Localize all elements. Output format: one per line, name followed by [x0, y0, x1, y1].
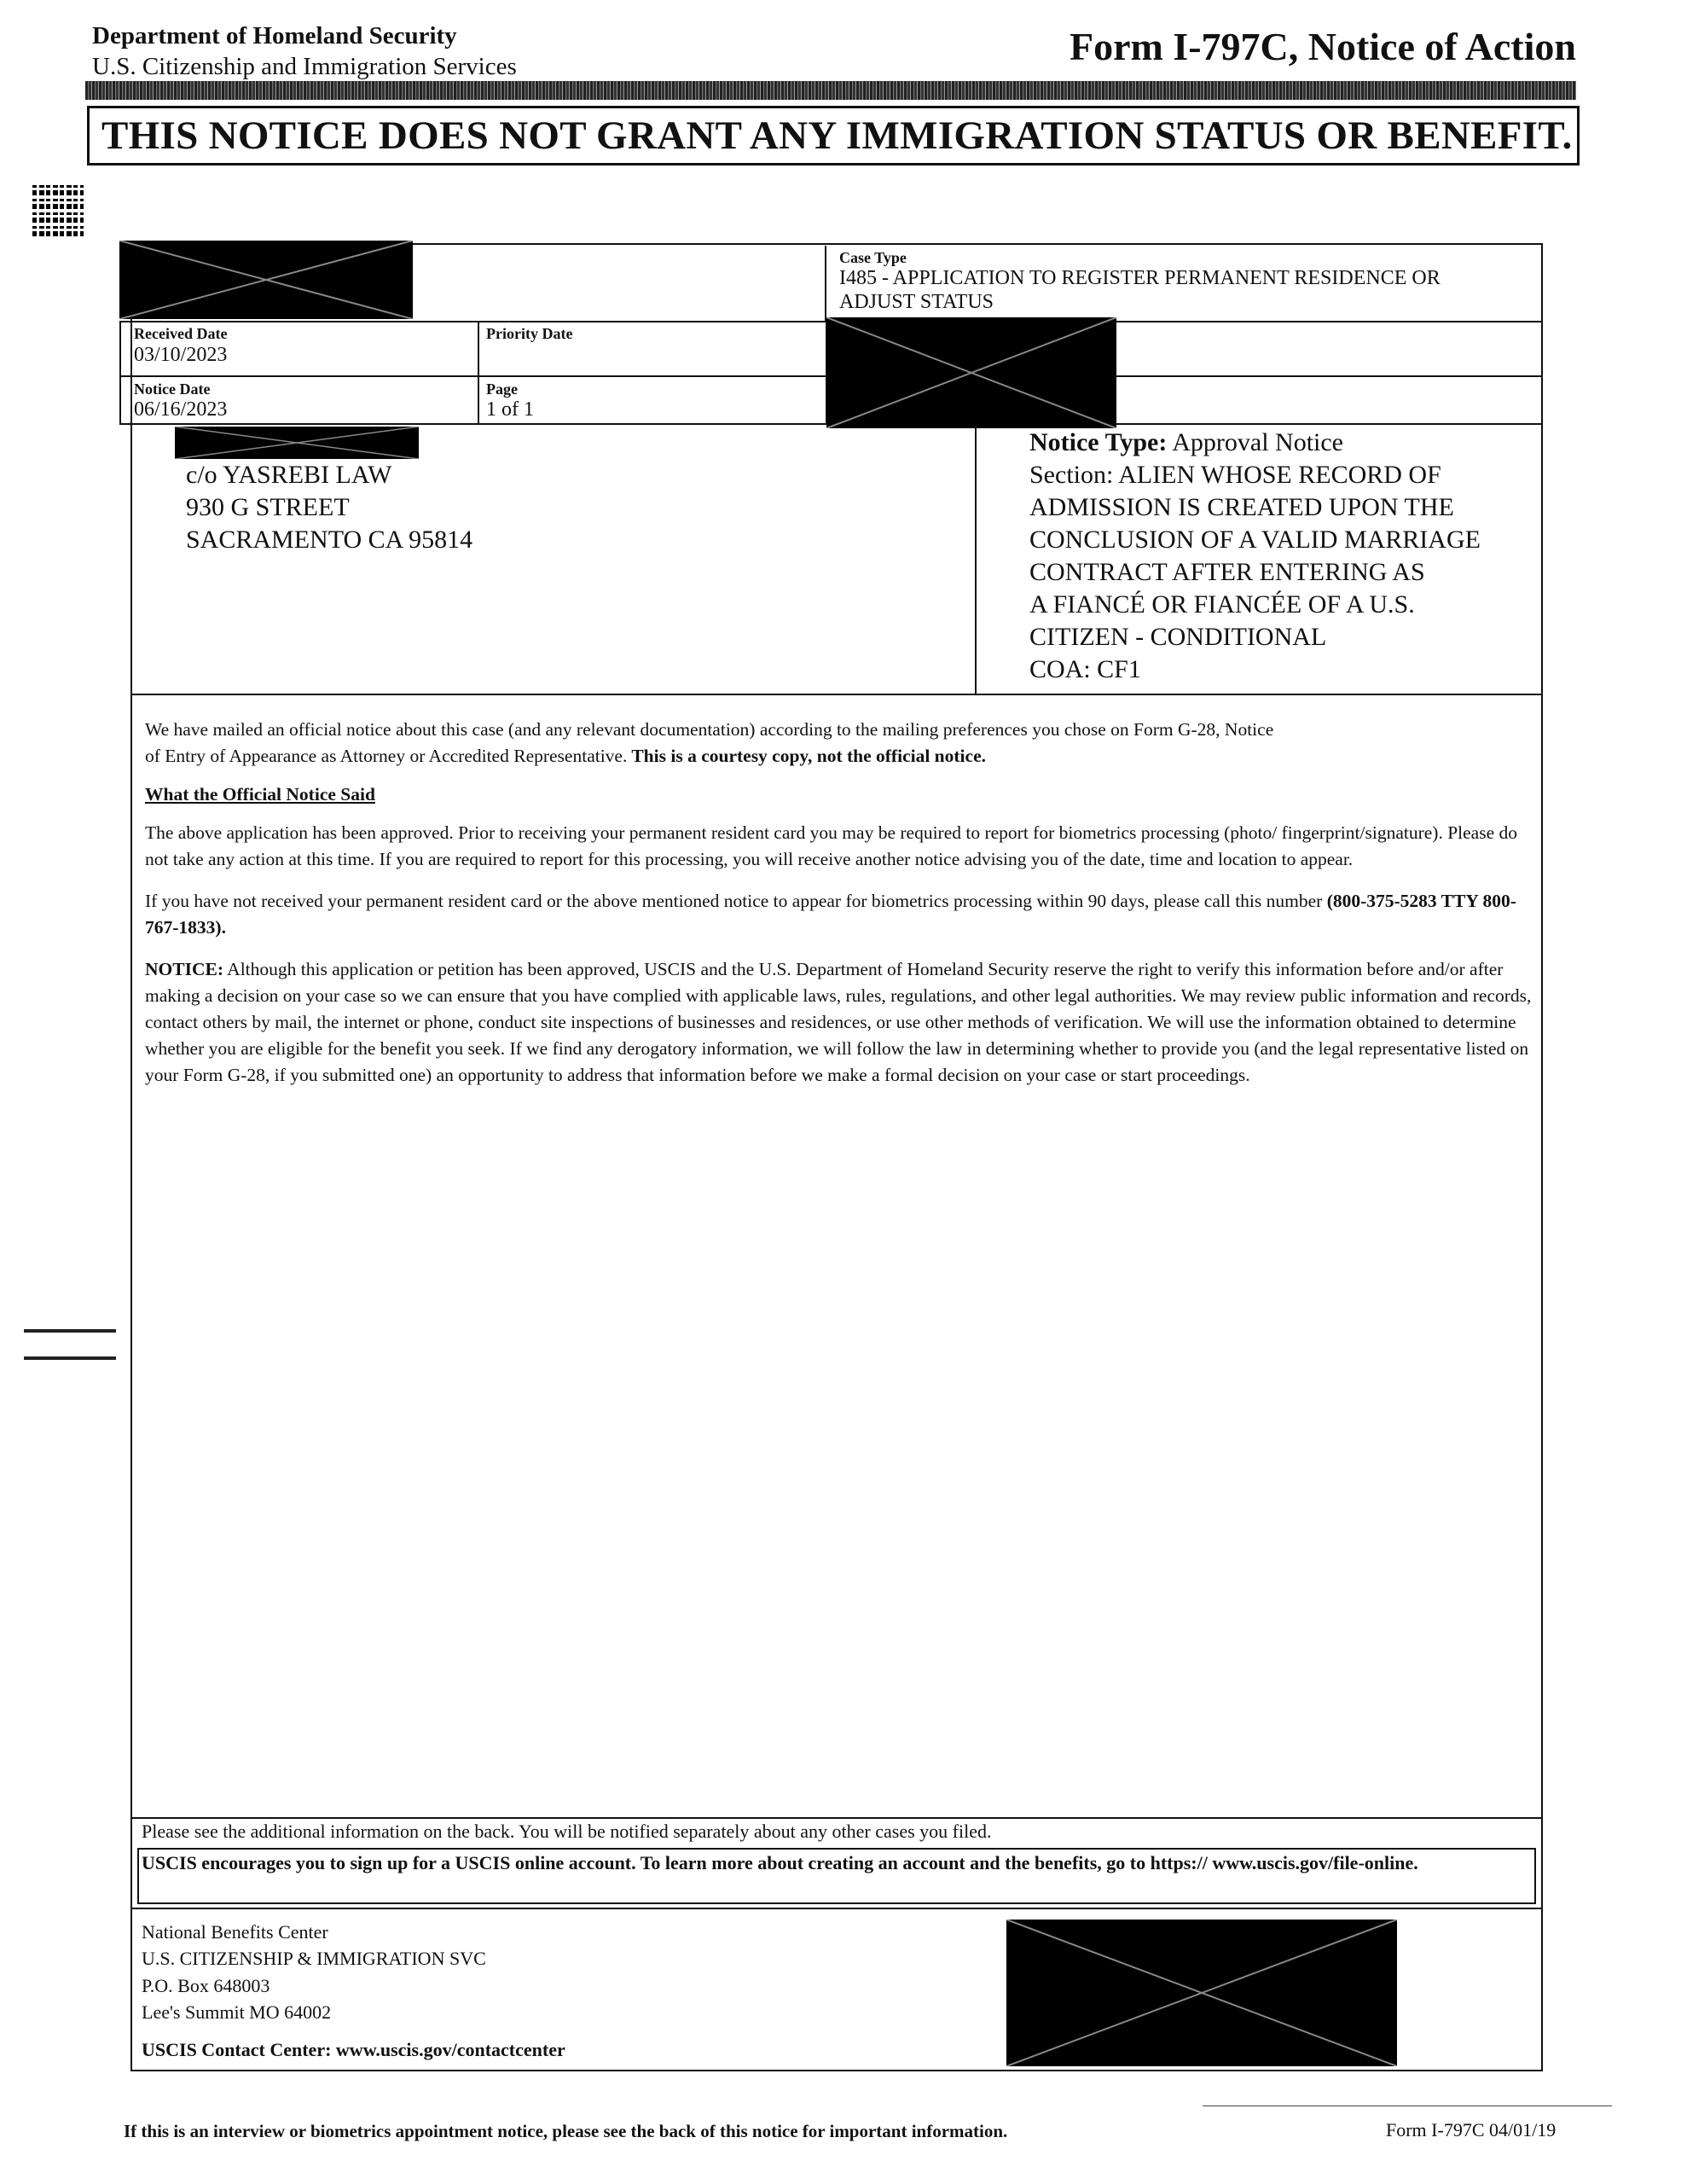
- notice-label: NOTICE:: [145, 959, 223, 979]
- section-line-1: Section: ALIEN WHOSE RECORD OF: [1029, 461, 1441, 489]
- notice-type-value: Approval Notice: [1172, 428, 1343, 456]
- margin-mark: [24, 1356, 116, 1360]
- col-divider: [975, 425, 977, 694]
- intro-line2: of Entry of Appearance as Attorney or Accredited Representative.: [145, 746, 628, 766]
- redacted-recipient-name: [175, 427, 419, 459]
- page-label: Page: [486, 380, 518, 398]
- case-type-line2: ADJUST STATUS: [839, 291, 994, 313]
- contact-center: USCIS Contact Center: www.uscis.gov/contactcenter: [142, 2039, 565, 2060]
- col-divider: [119, 321, 121, 425]
- section-line-7: COA: CF1: [1029, 655, 1141, 683]
- address-line3: SACRAMENTO CA 95814: [186, 526, 473, 554]
- intro-line1: We have mailed an official notice about this case (and any relevant documentation) according to the mailing preferences you chose on Form G-28, Notice: [145, 719, 1274, 740]
- approval-paragraph: The above application has been approved. Prior to receiving your permanent resident card you may be required to report for biometrics processing (photo/ fingerprint/signature). Please do not take any action at this time. If you are required to report for this processing, you will receive another notice advising you of the date, time and location to appear.: [145, 822, 1517, 869]
- form-id: Form I-797C 04/01/19: [1386, 2119, 1557, 2140]
- page-value: 1 of 1: [486, 398, 534, 421]
- row-divider: [130, 1908, 1543, 1909]
- agency-name: Department of Homeland Security: [92, 22, 457, 49]
- barcode-icon: [32, 183, 84, 236]
- redacted-receipt-number: [119, 241, 413, 319]
- form-title: Form I-797C, Notice of Action: [1069, 25, 1576, 68]
- online-account-notice: USCIS encourages you to sign up for a USCIS online account. To learn more about creating an account and the benefits, go to https:// www.uscis.gov/file-online.: [142, 1852, 1418, 1873]
- section-line-5: A FIANCÉ OR FIANCÉE OF A U.S.: [1029, 590, 1415, 619]
- case-type-line1: I485 - APPLICATION TO REGISTER PERMANENT RESIDENCE OR: [839, 267, 1441, 289]
- section-heading: What the Official Notice Said: [145, 784, 375, 804]
- address-line2: 930 G STREET: [186, 493, 350, 521]
- section-line-6: CITIZEN - CONDITIONAL: [1029, 623, 1327, 651]
- redacted-applicant-number: [826, 317, 1116, 428]
- notice-date-label: Notice Date: [134, 380, 211, 398]
- notice-date: 06/16/2023: [134, 398, 228, 421]
- additional-info: Please see the additional information on the back. You will be notified separately about any other cases you filed.: [142, 1821, 992, 1842]
- section-line-3: CONCLUSION OF A VALID MARRIAGE: [1029, 526, 1481, 554]
- row-divider: [130, 694, 1543, 695]
- courtesy-copy-note: This is a courtesy copy, not the official notice.: [627, 746, 986, 766]
- intro-paragraph: [145, 717, 1535, 770]
- col-divider: [478, 321, 479, 425]
- return-address-line3: P.O. Box 648003: [142, 1975, 270, 1996]
- notice-body: [145, 717, 1535, 1101]
- address-line1: c/o YASREBI LAW: [186, 461, 392, 489]
- return-address-line2: U.S. CITIZENSHIP & IMMIGRATION SVC: [142, 1948, 486, 1969]
- footer-note: If this is an interview or biometrics appointment notice, please see the back of this notice for important information.: [124, 2121, 1008, 2141]
- case-type-label: Case Type: [839, 249, 907, 266]
- warning-text: THIS NOTICE DOES NOT GRANT ANY IMMIGRATION STATUS OR BENEFIT.: [101, 113, 1573, 158]
- redacted-barcode: [1006, 1920, 1397, 2066]
- biometrics-paragraph: If you have not received your permanent resident card or the above mentioned notice to appear for biometrics processing within 90 days, please call this number (800-375-5283 TTY 800-767-1833).: [145, 891, 1516, 938]
- header-band: [85, 81, 1576, 100]
- received-date: 03/10/2023: [134, 344, 228, 366]
- notice-type: [1029, 427, 1343, 459]
- notice-paragraph: NOTICE: Although this application or petition has been approved, USCIS and the U.S. Department of Homeland Security reserve the right to verify this information before and/or after making a decision on your case so we can ensure that you have complied with applicable laws, rules, regulations, and other legal authorities. We may review public information and records, contact others by mail, the internet or phone, conduct site inspections of businesses and residences, or use other methods of verification. We will use the information obtained to determine whether you are eligible for the benefit you seek. If we find any derogatory information, we will follow the law in determining whether to provide you (and the legal representative listed on your Form G-28, if you submitted one) an opportunity to address that information before we make a formal decision on your case or start proceedings.: [145, 959, 1532, 1085]
- warning-banner: [87, 106, 1580, 166]
- sub-agency-name: U.S. Citizenship and Immigration Services: [92, 53, 517, 80]
- section-line-4: CONTRACT AFTER ENTERING AS: [1029, 558, 1425, 586]
- notice-type-label: Notice Type:: [1029, 428, 1168, 456]
- received-date-label: Received Date: [134, 325, 228, 342]
- margin-mark: [24, 1329, 116, 1333]
- priority-date-label: Priority Date: [486, 325, 573, 342]
- section-line-2: ADMISSION IS CREATED UPON THE: [1029, 493, 1454, 521]
- return-address-line1: National Benefits Center: [142, 1921, 328, 1943]
- phone-number: (800-375-5283 TTY 800-767-1833).: [145, 891, 1516, 938]
- return-address-line4: Lee's Summit MO 64002: [142, 2001, 332, 2023]
